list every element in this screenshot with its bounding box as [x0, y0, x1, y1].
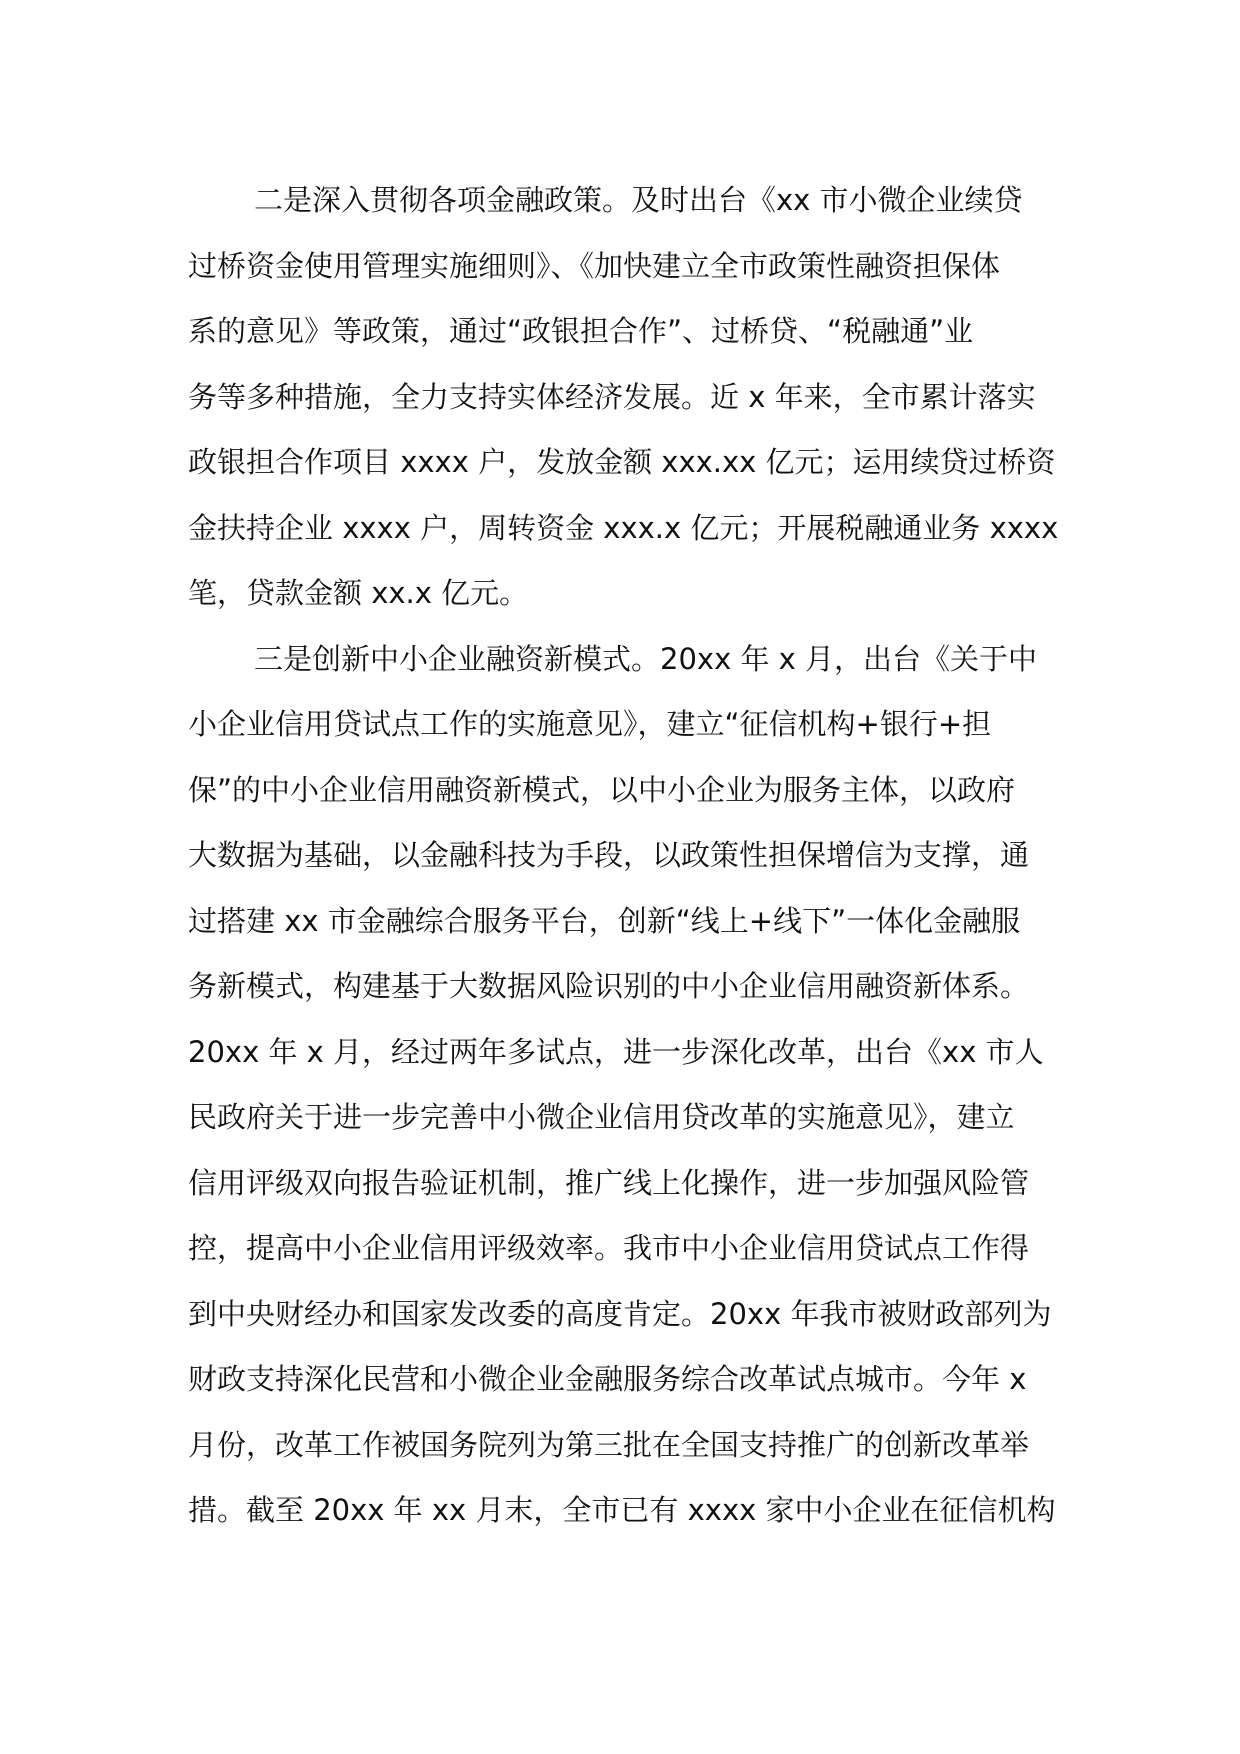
- text-line: 系的意见》等政策，通过“政银担合作”、过桥贷、“税融通”业: [188, 314, 974, 348]
- text-line: 金扶持企业 xxxx 户，周转资金 xxx.x 亿元；开展税融通业务 xxxx: [188, 510, 1059, 545]
- paragraph-financial-policies: [188, 168, 1059, 627]
- text-line: 控，提高中小企业信用评级效率。我市中小企业信用贷试点工作得: [188, 1231, 1030, 1265]
- text-line: 措。截至 20xx 年 xx 月末，全市已有 xxxx 家中小企业在征信机构: [188, 1493, 1056, 1527]
- text-line: 保”的中小企业信用融资新模式，以中小企业为服务主体，以政府: [188, 772, 1016, 807]
- body-text: [188, 168, 1059, 1544]
- text-line: 大数据为基础，以金融科技为手段，以政策性担保增信为支撑，通: [188, 838, 1030, 872]
- text-line: 月份，改革工作被国务院列为第三批在全国支持推广的创新改革举: [188, 1427, 1030, 1462]
- text-line: 笔，贷款金额 xx.x 亿元。: [188, 576, 529, 610]
- text-line: 20xx 年 x 月，经过两年多试点，进一步深化改革，出台《xx 市人: [188, 1034, 1044, 1069]
- paragraph-financing-model: [188, 627, 1054, 1544]
- text-line: 三是创新中小企业融资新模式。20xx 年 x 月，出台《关于中: [254, 641, 1038, 676]
- text-line: 财政支持深化民营和小微企业金融服务综合改革试点城市。今年 x: [188, 1362, 1027, 1396]
- text-line: 到中央财经办和国家发改委的高度肯定。20xx 年我市被财政部列为: [188, 1296, 1052, 1331]
- text-line: 政银担合作项目 xxxx 户，发放金额 xxx.xx 亿元；运用续贷过桥资: [188, 445, 1056, 479]
- text-line: 过桥资金使用管理实施细则》、《加快建立全市政策性融资担保体: [188, 248, 1001, 283]
- text-line: 务等多种措施，全力支持实体经济发展。近 x 年来，全市累计落实: [188, 379, 1036, 414]
- text-line: 信用评级双向报告验证机制，推广线上化操作，进一步加强风险管: [188, 1165, 1030, 1200]
- text-line: 二是深入贯彻各项金融政策。及时出台《xx 市小微企业续贷: [254, 183, 1023, 217]
- text-line: 过搭建 xx 市金融综合服务平台，创新“线上+线下”一体化金融服: [188, 903, 1021, 938]
- text-line: 民政府关于进一步完善中小微企业信用贷改革的实施意见》，建立: [188, 1100, 1015, 1134]
- text-line: 务新模式，构建基于大数据风险识别的中小企业信用融资新体系。: [188, 969, 1030, 1003]
- text-line: 小企业信用贷试点工作的实施意见》，建立“征信机构+银行+担: [188, 707, 992, 741]
